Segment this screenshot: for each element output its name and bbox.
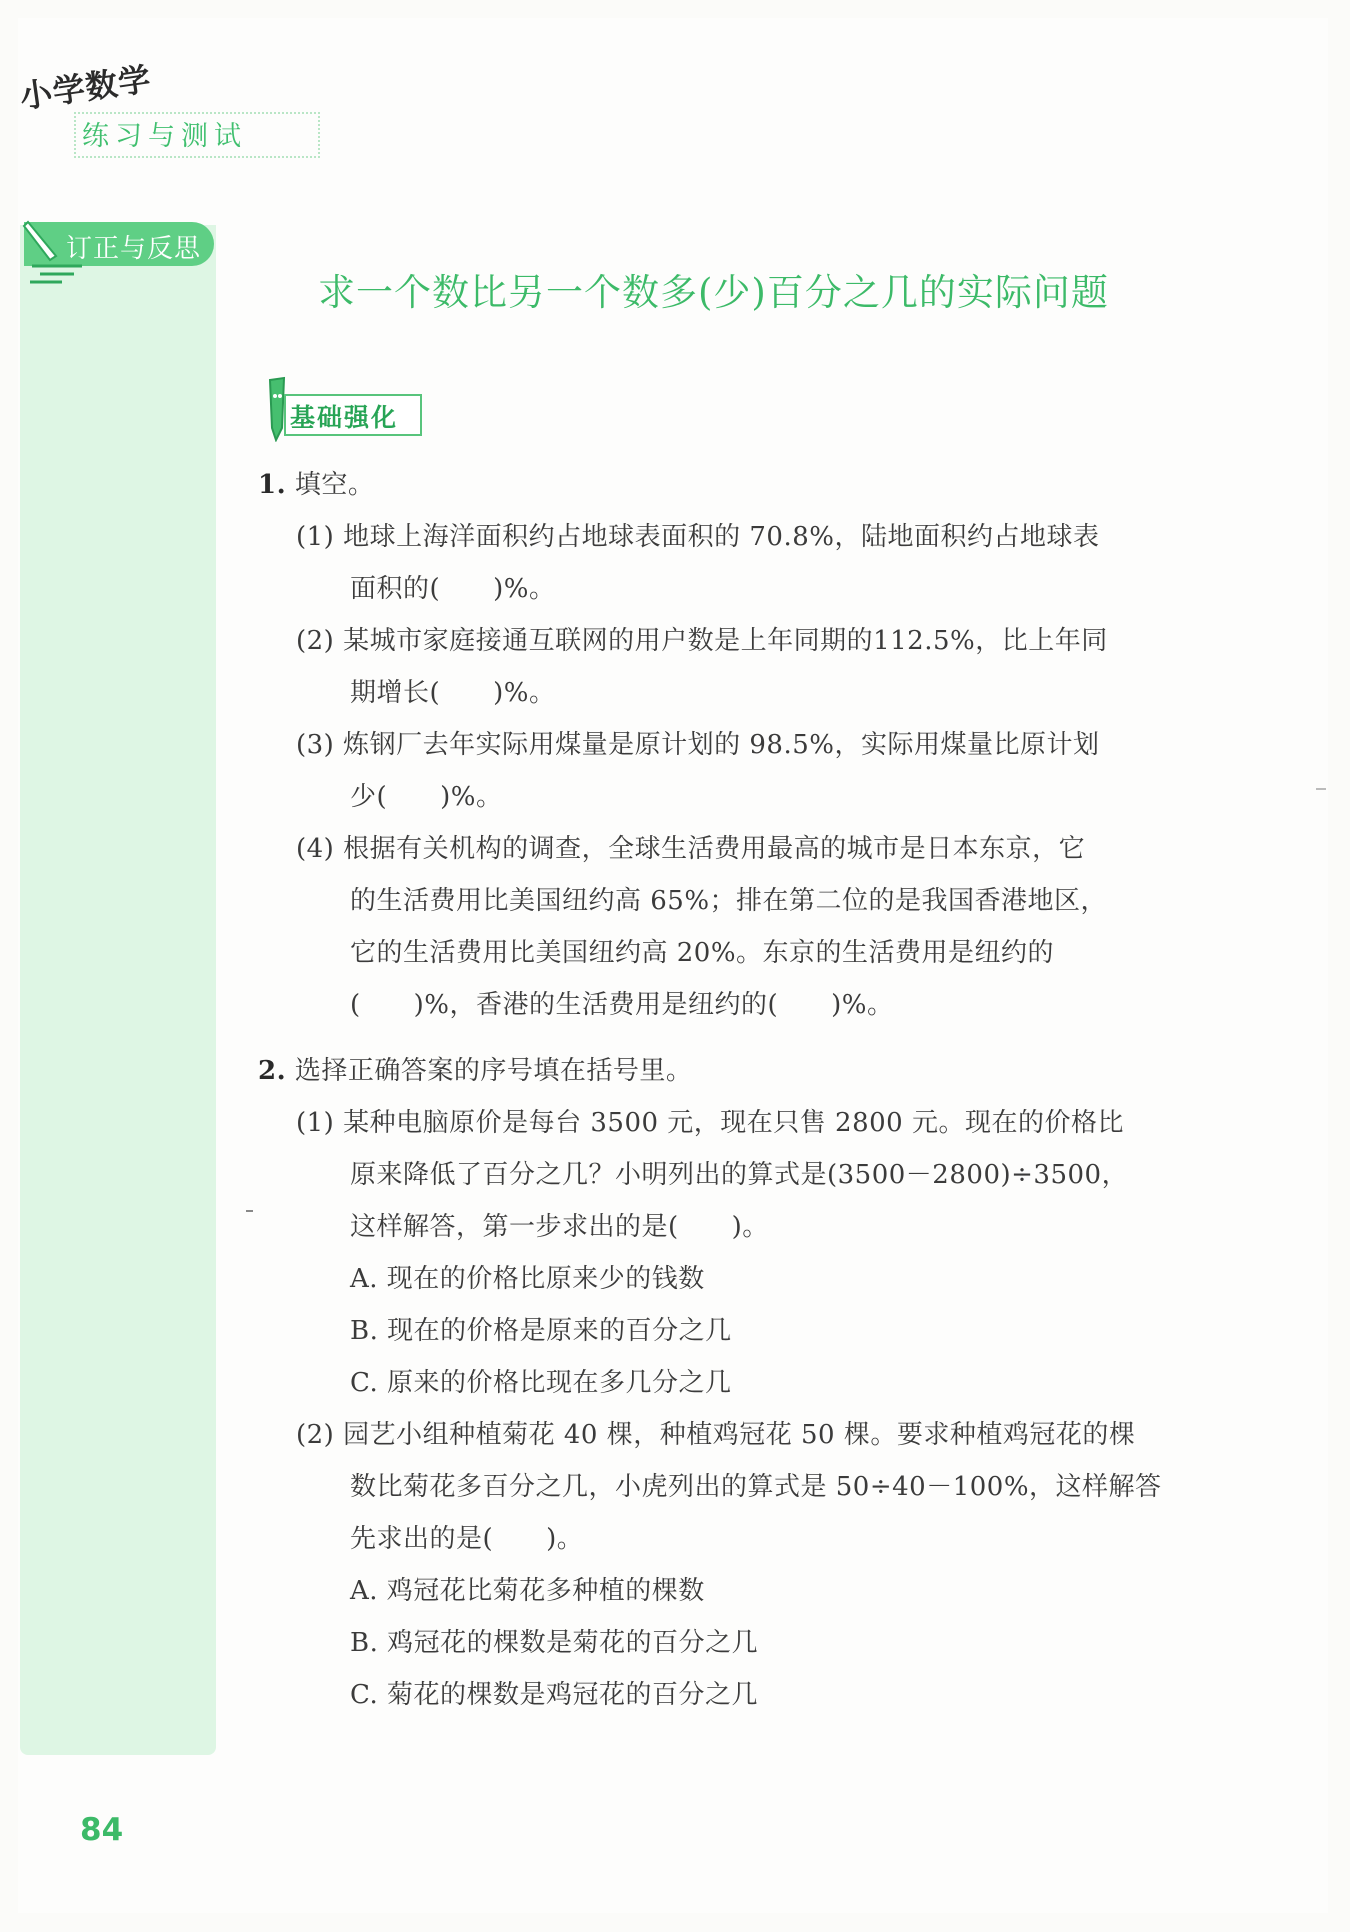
- question-prompt: 填空。: [294, 470, 375, 500]
- page-number: 84: [80, 1812, 124, 1848]
- q2-line-3: 这样解答，第一步求出的是( )。: [350, 1212, 769, 1242]
- question-2-heading: [258, 1050, 692, 1087]
- q2-option-c: C. 原来的价格比现在多几分之几: [350, 1368, 732, 1398]
- question-1-heading: [258, 464, 374, 501]
- q2-line-7: (2) 园艺小组种植菊花 40 棵，种植鸡冠花 50 棵。要求种植鸡冠花的棵: [296, 1420, 1136, 1450]
- q2-option-a: A. 现在的价格比原来少的钱数: [350, 1264, 705, 1294]
- edge-mark: [1316, 788, 1326, 790]
- q2-option-c-2: C. 菊花的棵数是鸡冠花的百分之几: [350, 1680, 758, 1710]
- q1-line-4: 期增长( )%。: [350, 678, 556, 708]
- question-number: 1.: [258, 470, 287, 500]
- q2-line-9: 先求出的是( )。: [350, 1524, 584, 1554]
- margin-tab-label: 订正与反思: [66, 234, 202, 264]
- q2-line-1: (1) 某种电脑原价是每台 3500 元，现在只售 2800 元。现在的价格比: [296, 1108, 1124, 1138]
- q1-line-10: ( )%，香港的生活费用是纽约的( )%。: [350, 990, 894, 1020]
- q1-line-5: (3) 炼钢厂去年实际用煤量是原计划的 98.5%，实际用煤量比原计划: [296, 730, 1100, 760]
- brand-title: 小学数学: [17, 59, 154, 116]
- q1-line-3: (2) 某城市家庭接通互联网的用户数是上年同期的112.5%，比上年同: [296, 626, 1108, 656]
- q2-line-8: 数比菊花多百分之几，小虎列出的算式是 50÷40－100%，这样解答: [350, 1472, 1162, 1502]
- section-label: 基础强化: [290, 403, 399, 432]
- q1-line-2: 面积的( )%。: [350, 574, 556, 604]
- page-title: 求一个数比另一个数多(少)百分之几的实际问题: [318, 271, 1109, 314]
- q1-line-6: 少( )%。: [350, 782, 503, 812]
- correction-margin: [20, 225, 216, 1755]
- stray-mark: [246, 1210, 253, 1212]
- q2-line-2: 原来降低了百分之几？小明列出的算式是(3500－2800)÷3500，: [350, 1160, 1129, 1190]
- q1-line-1: (1) 地球上海洋面积约占地球表面积的 70.8%，陆地面积约占地球表: [296, 522, 1100, 552]
- question-prompt: 选择正确答案的序号填在括号里。: [294, 1056, 693, 1086]
- question-number: 2.: [258, 1056, 287, 1086]
- q2-option-a-2: A. 鸡冠花比菊花多种植的棵数: [350, 1576, 705, 1606]
- q1-line-7: (4) 根据有关机构的调查，全球生活费用最高的城市是日本东京，它: [296, 834, 1086, 864]
- q2-option-b: B. 现在的价格是原来的百分之几: [350, 1316, 732, 1346]
- brand-subtitle: 练习与测试: [82, 121, 247, 152]
- q2-option-b-2: B. 鸡冠花的棵数是菊花的百分之几: [350, 1628, 759, 1658]
- q1-line-9: 它的生活费用比美国纽约高 20%。东京的生活费用是纽约的: [350, 938, 1055, 968]
- q1-line-8: 的生活费用比美国纽约高 65%；排在第二位的是我国香港地区，: [350, 886, 1108, 916]
